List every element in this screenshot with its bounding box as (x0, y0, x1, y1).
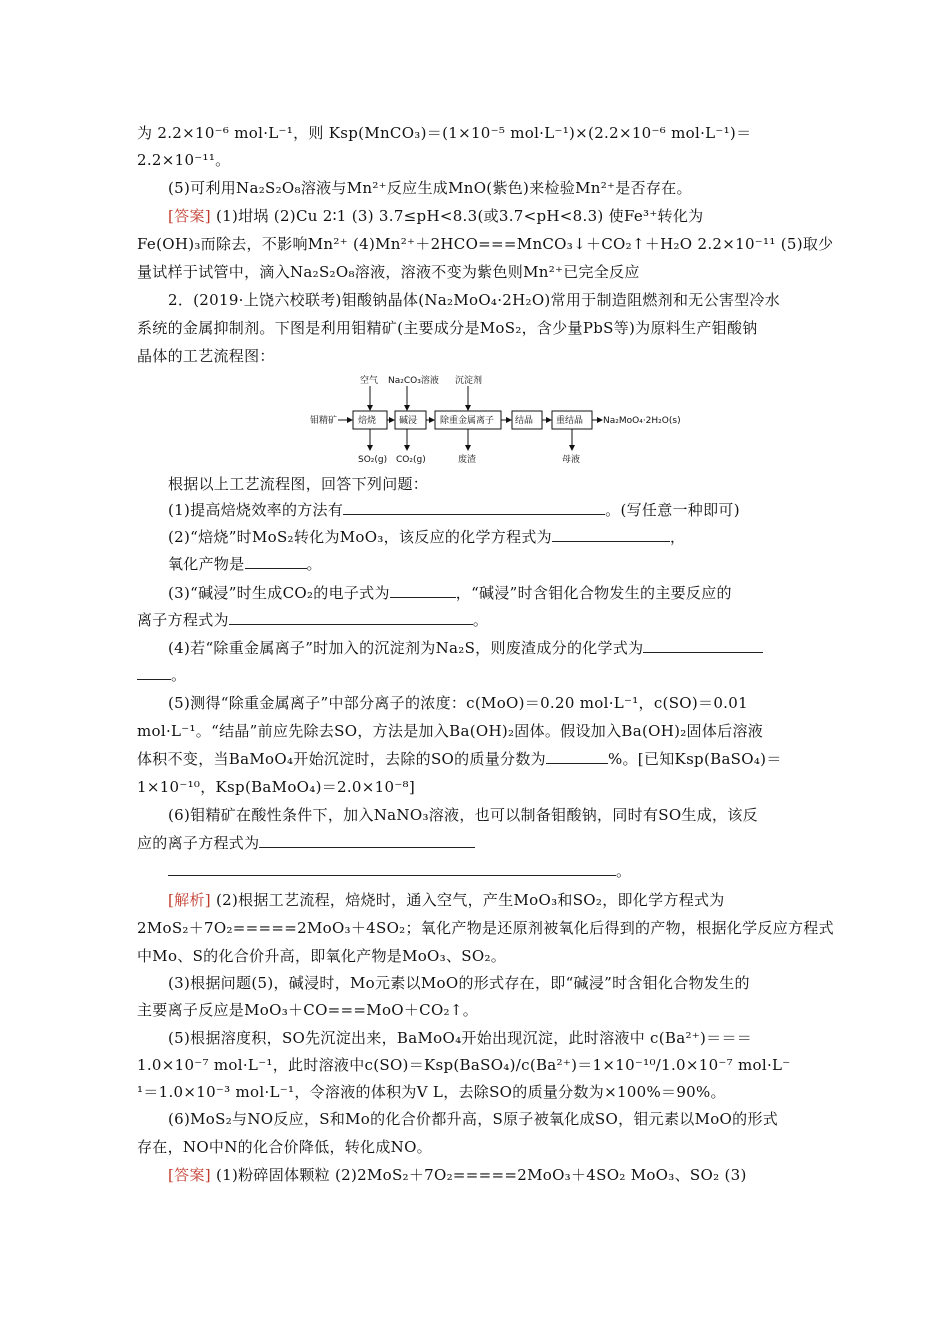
question-text: ， (669, 528, 686, 546)
text-line: 为 2.2×10⁻⁶ mol·L⁻¹，则 Ksp(MnCO₃)＝(1×10⁻⁵ mol·L⁻¹)×(2.2×10⁻⁶ mol·L⁻¹)＝ (137, 124, 752, 142)
answer-blank[interactable] (168, 861, 616, 876)
text-line: 晶体的工艺流程图： (137, 347, 275, 365)
product-label: Na₂MoO₄·2H₂O(s) (603, 416, 681, 426)
question-line (168, 526, 848, 548)
question-text: 。(写任意一种即可) (605, 501, 740, 519)
step-remove-metal-label: 除重金属离子 (440, 416, 495, 426)
question-text: 氧化产物是 (168, 555, 245, 573)
question-text: 体积不变，当BaMoO₄开始沉淀时，去除的SO的质量分数为 (137, 750, 546, 768)
text-line: 主要离子反应是MoO₃＋CO===MoO＋CO₂↑。 (137, 1001, 479, 1019)
answer-blank[interactable] (390, 583, 456, 598)
answer-blank[interactable] (552, 527, 670, 542)
question-text: 。 (616, 862, 632, 880)
question-line (137, 748, 817, 770)
question-text: (1)提高焙烧效率的方法有 (168, 501, 344, 519)
answer-text: (1)坩埚 (2)Cu 2∶1 (3) 3.7≤pH<8.3(或3.7<pH<8.3) 使Fe³⁺转化为 (210, 207, 704, 225)
question-line (168, 637, 848, 659)
output-mother-liquor-label: 母液 (562, 455, 581, 465)
text-line: mol·L⁻¹。“结晶”前应先除去SO，方法是加入Ba(OH)₂固体。假设加入Ba(OH)₂固体后溶液 (137, 722, 764, 740)
text-line: 根据以上工艺流程图，回答下列问题： (168, 475, 429, 493)
analysis-tag: [解析] (168, 891, 211, 909)
text-line: 中Mo、S的化合价升高，即氧化产物是MoO₃、SO₂。 (137, 947, 507, 965)
question-text: ，“碱浸”时含钼化合物发生的主要反应的 (455, 584, 732, 602)
text-line: (5)可利用Na₂S₂O₈溶液与Mn²⁺反应生成MnO(紫色)来检验Mn²⁺是否存在。 (168, 179, 692, 197)
question-text: 应的离子方程式为 (137, 834, 260, 852)
step-crystallize-label: 结晶 (515, 416, 534, 426)
question-line (168, 582, 848, 604)
answer-blank[interactable] (643, 638, 763, 653)
question-line (137, 664, 817, 686)
text-line: (5)测得“除重金属离子”中部分离子的浓度：c(MoO)＝0.20 mol·L⁻¹，c(SO)＝0.01 (168, 694, 748, 712)
question-text: %。[已知Ksp(BaSO₄)＝ (607, 750, 782, 768)
input-precipitant-label: 沉淀剂 (455, 376, 483, 386)
answer-line (168, 1164, 848, 1186)
text-line: 1.0×10⁻⁷ mol·L⁻¹，此时溶液中c(SO)＝Ksp(BaSO₄)/c(Ba²⁺)＝1×10⁻¹⁰/1.0×10⁻⁷ mol·L⁻ (137, 1056, 791, 1074)
text-line: (6)MoS₂与NO反应，S和Mo的化合价都升高，S原子被氧化成SO，钼元素以MoO的形式 (168, 1110, 779, 1128)
question-line (168, 860, 848, 882)
text-line: 2.2×10⁻¹¹。 (137, 151, 231, 169)
answer-blank[interactable] (546, 749, 608, 764)
question-text: (4)若“除重金属离子”时加入的沉淀剂为Na₂S，则废渣成分的化学式为 (168, 639, 644, 657)
step-roast-label: 焙烧 (358, 416, 377, 426)
answer-blank[interactable] (245, 554, 307, 569)
output-so2-label: SO₂(g) (358, 455, 388, 465)
answer-blank[interactable] (343, 500, 605, 515)
answer-blank[interactable] (137, 665, 171, 680)
text-line: 量试样于试管中，滴入Na₂S₂O₈溶液，溶液不变为紫色则Mn²⁺已完全反应 (137, 263, 640, 281)
question-text: (3)“碱浸”时生成CO₂的电子式为 (168, 584, 390, 602)
input-na2co3-label: Na₂CO₃溶液 (388, 376, 439, 386)
text-line: 1×10⁻¹⁰，Ksp(BaMoO₄)＝2.0×10⁻⁸] (137, 778, 416, 796)
text-line: (3)根据问题(5)，碱浸时，Mo元素以MoO的形式存在，即“碱浸”时含钼化合物发生的 (168, 974, 750, 992)
question-text: 。 (472, 611, 489, 629)
answer-tag: [答案] (168, 1166, 211, 1184)
step-recrystallize-label: 重结晶 (556, 416, 584, 426)
answer-text: (1)粉碎固体颗粒 (2)2MoS₂＋7O₂=====2MoO₃＋4SO₂ MoO₃、SO₂ (3) (210, 1166, 747, 1184)
input-air-label: 空气 (360, 376, 379, 386)
question-text: 。 (171, 666, 187, 684)
question-text: 离子方程式为 (137, 611, 229, 629)
answer-blank[interactable] (229, 610, 473, 625)
text-line: 2MoS₂＋7O₂=====2MoO₃＋4SO₂；氧化产物是还原剂被氧化后得到的产物，根据化学反应方程式 (137, 919, 834, 937)
text-line: (5)根据溶度积，SO先沉淀出来，BaMoO₄开始出现沉淀，此时溶液中 c(Ba²⁺)＝＝＝ (168, 1029, 753, 1047)
answer-blank[interactable] (259, 833, 475, 848)
output-co2-label: CO₂(g) (396, 455, 426, 465)
text-line: (6)钼精矿在酸性条件下，加入NaNO₃溶液，也可以制备钼酸钠，同时有SO生成，该反 (168, 806, 758, 824)
text-line: 存在，NO中N的化合价降低，转化成NO。 (137, 1138, 432, 1156)
answer-line (168, 205, 848, 227)
text-line: 系统的金属抑制剂。下图是利用钼精矿(主要成分是MoS₂，含少量PbS等)为原料生产钼酸钠 (137, 319, 758, 337)
step-alkali-leach-label: 碱浸 (399, 416, 418, 426)
question-line (137, 832, 817, 854)
start-material-label: 钼精矿 (310, 416, 338, 426)
question-line (137, 609, 817, 631)
text-line: Fe(OH)₃而除去，不影响Mn²⁺ (4)Mn²⁺＋2HCO===MnCO₃↓＋CO₂↑＋H₂O 2.2×10⁻¹¹ (5)取少 (137, 235, 834, 253)
question-line (168, 553, 848, 575)
question-text: 。 (306, 555, 322, 573)
question-line (168, 499, 848, 521)
analysis-line (168, 889, 848, 911)
answer-tag: [答案] (168, 207, 211, 225)
analysis-text: (2)根据工艺流程，焙烧时，通入空气，产生MoO₃和SO₂，即化学方程式为 (210, 891, 725, 909)
question-title: 2．(2019·上饶六校联考)钼酸钠晶体(Na₂MoO₄·2H₂O)常用于制造阻燃剂和无公害型冷水 (168, 291, 781, 309)
process-flow-diagram (308, 372, 708, 467)
text-line: ¹＝1.0×10⁻³ mol·L⁻¹，令溶液的体积为V L，去除SO的质量分数为×100%＝90%。 (137, 1083, 726, 1101)
output-waste-label: 废渣 (458, 455, 477, 465)
question-text: (2)“焙烧”时MoS₂转化为MoO₃，该反应的化学方程式为 (168, 528, 552, 546)
